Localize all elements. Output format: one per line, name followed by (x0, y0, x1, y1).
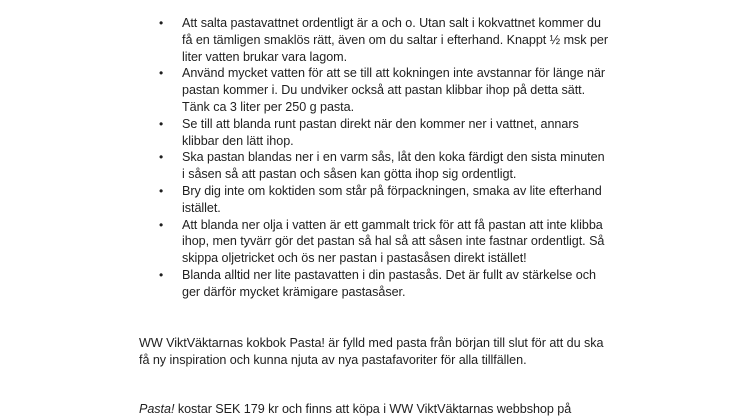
bullet-icon: • (159, 116, 164, 131)
bullet-icon: • (159, 217, 164, 232)
list-item (139, 217, 609, 267)
bullet-icon: • (159, 150, 164, 165)
price-paragraph (139, 401, 609, 418)
list-item-text: Bry dig inte om koktiden som står på förpackningen, smaka av lite efterhand istället. (182, 183, 602, 215)
list-item-text: Använd mycket vatten för att se till att kokningen inte avstannar för länge när pastan kommer i. Du undviker också att pastan klibbar ihop på detta sätt. Tänk ca 3 liter per 250 g pasta. (182, 66, 606, 114)
book-description-paragraph: WW ViktVäktarnas kokbok Pasta! är fylld med pasta från början till slut för att du ska få ny inspiration och kunna njuta av nya pastafavoriter för alla tillfällen. (139, 336, 604, 367)
list-item-text: Ska pastan blandas ner i en varm sås, låt den koka färdigt den sista minuten i såsen så att pastan och såsen kan götta ihop sig ordentligt. (182, 150, 605, 182)
list-item (139, 183, 609, 217)
list-item (139, 65, 609, 115)
bullet-icon: • (159, 66, 164, 81)
list-item-text: Blanda alltid ner lite pastavatten i din pastasås. Det är fullt av stärkelse och ger därför mycket krämigare pastasåser. (182, 267, 596, 299)
list-item-text: Att blanda ner olja i vatten är ett gammalt trick för att få pastan att inte klibba ihop, men tyvärr gör det pastan så hal så att såsen inte fastnar ordentligt. Så skippa oljetricket och ös ner pastan i pastasåsen direkt istället! (182, 217, 605, 266)
list-item-text: Att salta pastavattnet ordentligt är a och o. Utan salt i kokvattnet kommer du få en tämligen smaklös rätt, även om du saltar i efterhand. Knappt ½ msk per liter vatten brukar vara lagom. (182, 16, 609, 64)
bullet-icon: • (159, 16, 164, 30)
bullet-icon: • (159, 183, 164, 198)
list-item (139, 15, 609, 65)
bullet-icon: • (159, 267, 164, 282)
pasta-tips-list (139, 15, 609, 301)
list-item (139, 116, 609, 150)
list-item (139, 149, 609, 183)
book-title-italic: Pasta! (139, 402, 175, 416)
price-text: kostar SEK 179 kr och finns att köpa i WW ViktVäktarnas webbshop på (174, 402, 572, 416)
list-item-text: Se till att blanda runt pastan direkt när den kommer ner i vattnet, annars klibbar den lätt ihop. (182, 116, 579, 148)
list-item (139, 267, 609, 301)
